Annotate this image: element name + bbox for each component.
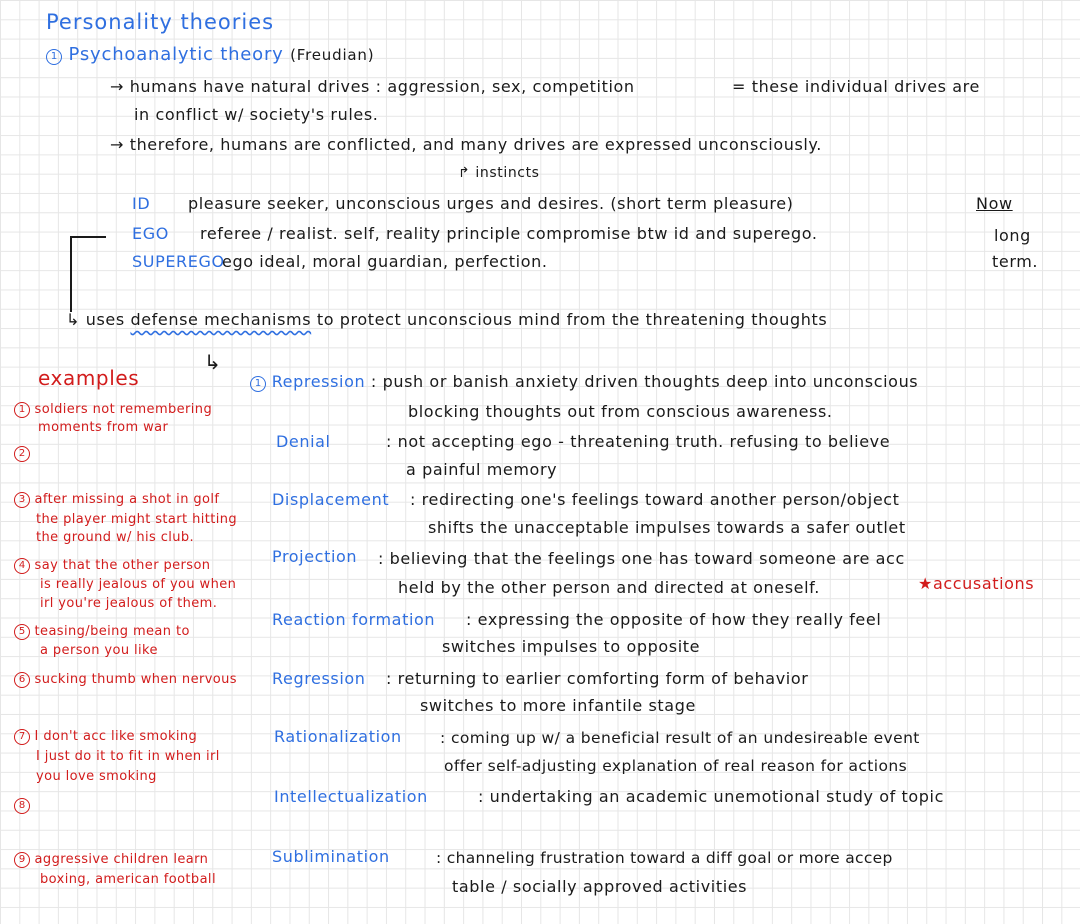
intro-line-3: → therefore, humans are conflicted, and many drives are expressed unconsciously. [110, 135, 822, 154]
section-heading [46, 44, 374, 65]
example-6 [14, 672, 237, 688]
structure-superego-term: SUPEREGO [132, 252, 225, 271]
mechanism-repression [250, 372, 918, 392]
mechanism-reaction-formation-line-2: switches impulses to opposite [442, 637, 701, 656]
mechanism-rationalization-name: Rationalization [274, 727, 402, 746]
example-1 [14, 402, 212, 418]
example-9-line-2: boxing, american football [40, 872, 216, 887]
example-4-line-3: irl you're jealous of them. [40, 596, 218, 611]
example-number: 1 [14, 402, 30, 418]
mechanism-rationalization-line-1: : coming up w/ a beneficial result of an undesireable event [440, 729, 920, 747]
example-3-line-3: the ground w/ his club. [36, 530, 195, 545]
example-number: 7 [14, 729, 30, 745]
section-number: 1 [46, 49, 62, 65]
example-9 [14, 852, 208, 868]
defense-prefix: uses [85, 310, 125, 329]
mechanism-projection-name: Projection [272, 547, 358, 566]
examples-label: examples [38, 366, 140, 390]
mechanism-regression-name: Regression [272, 669, 366, 688]
example-7-line-2: I just do it to fit in when irl [36, 749, 220, 764]
bracket-top [70, 236, 106, 238]
mechanism-denial-line-2: a painful memory [406, 460, 558, 479]
example-number: 6 [14, 672, 30, 688]
structure-superego-desc: ego ideal, moral guardian, perfection. [222, 252, 548, 271]
mechanism-number: 1 [250, 376, 266, 392]
defense-line [66, 310, 827, 329]
structure-ego-term: EGO [132, 224, 169, 243]
example-1-line-2: moments from war [38, 420, 169, 435]
example-line: soldiers not remembering [34, 402, 213, 417]
structure-id-term: ID [132, 194, 151, 213]
mechanism-sublimination-name: Sublimination [272, 847, 390, 866]
mechanism-denial-line-1: : not accepting ego - threatening truth. refusing to believe [386, 432, 891, 451]
mechanism-repression-line-2: blocking thoughts out from conscious awareness. [408, 402, 833, 421]
mechanism-intellectualization-name: Intellectualization [274, 787, 428, 806]
example-line: say that the other person [34, 558, 211, 573]
bracket-line [70, 236, 72, 312]
example-line: teasing/being mean to [34, 624, 190, 639]
structure-superego-note: term. [992, 252, 1039, 271]
example-number: 5 [14, 624, 30, 640]
mechanism-sublimination-line-1: : channeling frustration toward a diff goal or more accep [436, 849, 893, 867]
intro-line-1b: = these individual drives are [732, 77, 980, 96]
example-number: 2 [14, 446, 30, 462]
example-7-line-3: you love smoking [36, 769, 157, 784]
defense-suffix: to protect unconscious mind from the threatening thoughts [316, 310, 828, 329]
mechanism-regression-line-2: switches to more infantile stage [420, 696, 696, 715]
section-name: Psychoanalytic theory [68, 44, 284, 65]
down-arrow-icon: ↳ [204, 350, 222, 374]
mechanism-reaction-formation-line-1: : expressing the opposite of how they really feel [466, 610, 882, 629]
example-2 [14, 446, 30, 462]
example-number: 9 [14, 852, 30, 868]
example-number: 4 [14, 558, 30, 574]
mechanism-name: Repression [271, 372, 366, 391]
example-8 [14, 798, 30, 814]
mechanism-regression-line-1: : returning to earlier comforting form of behavior [386, 669, 809, 688]
page-title: Personality theories [46, 10, 275, 34]
example-number: 8 [14, 798, 30, 814]
mechanism-intellectualization-line-1: : undertaking an academic unemotional study of topic [478, 787, 944, 806]
structure-id-note: Now [976, 194, 1013, 213]
mechanism-reaction-formation-name: Reaction formation [272, 610, 436, 629]
intro-line-1a: → humans have natural drives : aggression, sex, competition [110, 77, 635, 96]
example-3-line-2: the player might start hitting [36, 512, 238, 527]
example-line: aggressive children learn [34, 852, 209, 867]
intro-line-2: in conflict w/ society's rules. [134, 105, 379, 124]
mechanism-displacement-line-1: : redirecting one's feelings toward another person/object [410, 490, 900, 509]
mechanism-line-1: : push or banish anxiety driven thoughts deep into unconscious [370, 372, 919, 391]
defense-arrow: ↳ [66, 310, 81, 329]
example-5 [14, 624, 190, 640]
mechanism-projection-line-1: : believing that the feelings one has toward someone are acc [378, 549, 905, 568]
defense-mechanisms-link: defense mechanisms [130, 310, 312, 329]
structure-id-desc: pleasure seeker, unconscious urges and desires. (short term pleasure) [188, 194, 794, 213]
example-line: I don't acc like smoking [34, 729, 198, 744]
structure-ego-desc: referee / realist. self, reality principle compromise btw id and superego. [200, 224, 818, 243]
example-7 [14, 729, 197, 745]
mechanism-displacement-line-2: shifts the unacceptable impulses towards a safer outlet [428, 518, 906, 537]
example-line: after missing a shot in golf [34, 492, 220, 507]
mechanism-displacement-name: Displacement [272, 490, 390, 509]
instincts-note: ↱ instincts [458, 165, 540, 181]
section-qualifier: (Freudian) [290, 46, 375, 64]
structure-ego-note: long [994, 226, 1031, 245]
mechanism-rationalization-line-2: offer self-adjusting explanation of real reason for actions [444, 757, 908, 775]
example-number: 3 [14, 492, 30, 508]
mechanism-sublimination-line-2: table / socially approved activities [452, 877, 748, 896]
example-3 [14, 492, 219, 508]
mechanism-projection-line-2: held by the other person and directed at oneself. [398, 578, 820, 597]
example-5-line-2: a person you like [40, 643, 158, 658]
example-line: sucking thumb when nervous [34, 672, 237, 687]
example-4-line-2: is really jealous of you when [40, 577, 237, 592]
mechanism-denial-name: Denial [276, 432, 331, 451]
example-4 [14, 558, 210, 574]
mechanism-projection-note: ★accusations [918, 574, 1035, 593]
